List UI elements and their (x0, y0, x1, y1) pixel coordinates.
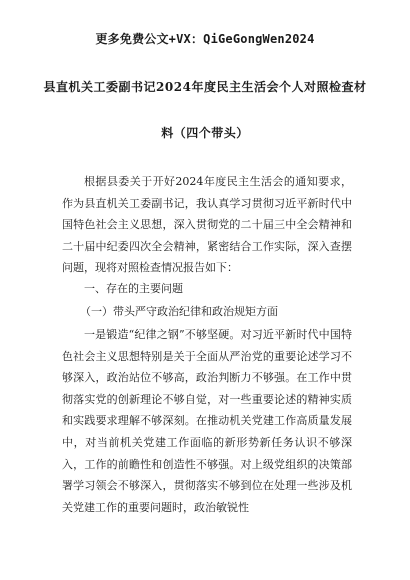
document-title-line-2: 料（四个带头） (161, 126, 249, 140)
document-title-line-1: 县直机关工委副书记2024年度民主生活会个人对照检查材 (43, 80, 367, 94)
section-heading: 一、存在的主要问题 (84, 282, 183, 295)
body-paragraph: 一是锻造“纪律之钢”不够坚硬。对习近平新时代中国特色社会主义思想特别是关于全面从严治党的重要论述学习不够深入，政治站位不够高，政治判断力不够强。在工作中贯彻落实党的创新理论不够自觉，对一些重要论述的精神实质和实践要求理解不够深刻。在推动机关党建工作高质量发展中，对当前机关党建工作面临的新形势新任务认识不够深入，工作的前瞻性和创造性不够强。对上级党组织的决策部署学习领会不够深入，贯彻落实不够到位在处理一些涉及机关党建工作的重要问题时，政治敏锐性 (62, 328, 352, 514)
subsection-heading: （一）带头严守政治纪律和政治规矩方面 (80, 305, 278, 318)
watermark-text: 更多免费公文+VX：QiGeGongWen2024 (95, 32, 315, 46)
intro-paragraph: 根据县委关于开好2024年度民主生活会的通知要求，作为县直机关工委副书记，我认真学习贯彻习近平新时代中国特色社会主义思想，深入贯彻党的二十届三中全会精神和二十届中纪委四次全会精神，紧密结合工作实际，深入查摆问题，现将对照检查情况报告如下： (62, 175, 352, 275)
